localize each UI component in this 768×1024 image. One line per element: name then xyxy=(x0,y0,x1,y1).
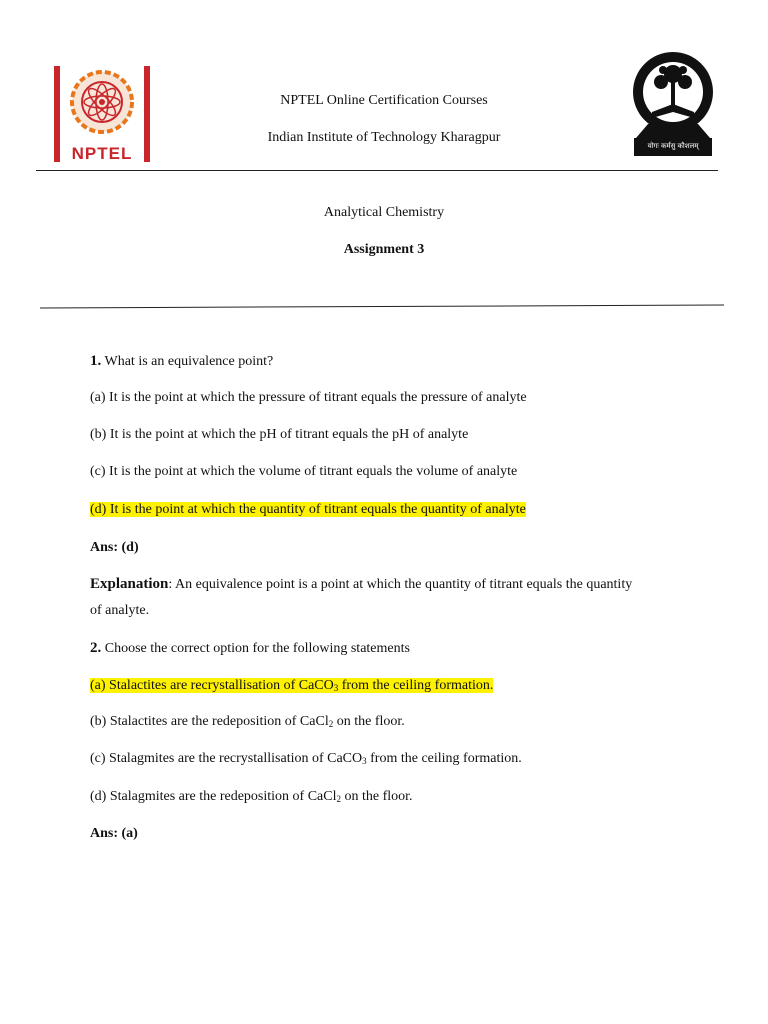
explanation-1 xyxy=(90,576,632,593)
explanation-1-cont: of analyte. xyxy=(90,603,150,618)
question-number: 1. xyxy=(90,353,102,369)
explanation-text: : An equivalence point is a point at which the quantity of titrant equals the quantity xyxy=(168,577,633,592)
header-divider xyxy=(36,170,718,171)
header-line-2: Indian Institute of Technology Kharagpur xyxy=(267,130,501,145)
explanation-label: Explanation xyxy=(90,576,169,592)
question-number: 2. xyxy=(90,640,102,656)
question-text: Choose the correct option for the following statements xyxy=(104,641,410,656)
question-1 xyxy=(90,353,273,370)
correct-highlight: (d) It is the point at which the quantity of titrant equals the quantity of analyte xyxy=(90,502,526,517)
option-2c: (c) Stalagmites are the recrystallisation of CaCO$_3$ from the ceiling formation. xyxy=(90,751,522,766)
option-2a-correct xyxy=(90,678,493,694)
title-divider xyxy=(40,305,724,309)
question-2 xyxy=(90,640,410,657)
option-2b: (b) Stalactites are the redeposition of CaCl$_2$ on the floor. xyxy=(90,714,405,729)
course-title: Analytical Chemistry xyxy=(323,205,445,220)
nptel-logo-text: NPTEL xyxy=(71,144,133,163)
correct-highlight: (a) Stalactites are recrystallisation of CaCO$_3$ from the ceiling formation. xyxy=(90,678,494,693)
option-1a: (a) It is the point at which the pressure of titrant equals the pressure of analyte xyxy=(90,390,527,405)
option-1c: (c) It is the point at which the volume of titrant equals the volume of analyte xyxy=(90,464,518,479)
answer-2: Ans: (a) xyxy=(90,826,138,841)
iit-logo-motto: योगः कर्मसु कौशलम् xyxy=(647,142,699,150)
answer-1: Ans: (d) xyxy=(90,540,139,555)
question-text: What is an equivalence point? xyxy=(104,354,274,369)
option-1b: (b) It is the point at which the pH of titrant equals the pH of analyte xyxy=(90,427,469,442)
nptel-logo xyxy=(52,64,152,164)
assignment-title: Assignment 3 xyxy=(343,242,425,257)
header-line-1: NPTEL Online Certification Courses xyxy=(280,93,488,108)
option-1d-correct xyxy=(90,502,526,518)
option-2d: (d) Stalagmites are the redeposition of CaCl$_2$ on the floor. xyxy=(90,789,413,804)
